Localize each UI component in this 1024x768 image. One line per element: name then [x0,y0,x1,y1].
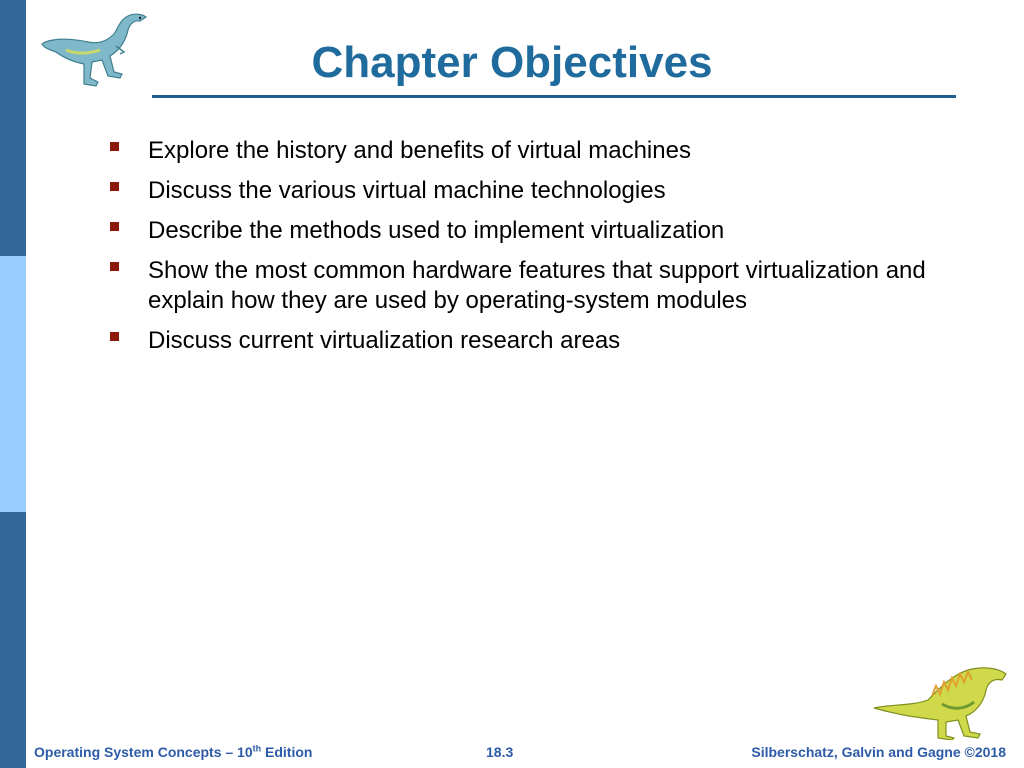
footer-book-title-text: Operating System Concepts – 10 [34,744,253,760]
side-bar-middle [0,256,26,512]
list-item [108,216,968,246]
side-bar-bottom [0,512,26,768]
list-item-text: Explore the history and benefits of virtual machines [148,137,691,164]
footer-edition-superscript: th [252,743,262,754]
footer-copyright: Silberschatz, Galvin and Gagne ©2018 [751,744,1006,760]
list-item [108,326,968,356]
list-item-text: Show the most common hardware features that support virtualization and explain how they are used by operating-system modules [148,257,926,314]
objectives-list [108,136,968,366]
title-underline [152,95,956,98]
list-item-text: Describe the methods used to implement virtualization [148,217,725,244]
square-bullet-icon [110,332,119,341]
footer-edition-suffix: Edition [261,744,313,760]
list-item-text: Discuss the various virtual machine technologies [148,177,666,204]
square-bullet-icon [110,142,119,151]
footer-page-number: 18.3 [486,744,514,760]
list-item [108,256,968,316]
square-bullet-icon [110,262,119,271]
list-item-text: Discuss current virtualization research areas [148,327,621,354]
square-bullet-icon [110,182,119,191]
page-title: Chapter Objectives [311,38,713,87]
dinosaur-icon [872,660,1012,740]
footer-book-title [34,743,312,761]
list-item [108,176,968,206]
list-item [108,136,968,166]
square-bullet-icon [110,222,119,231]
